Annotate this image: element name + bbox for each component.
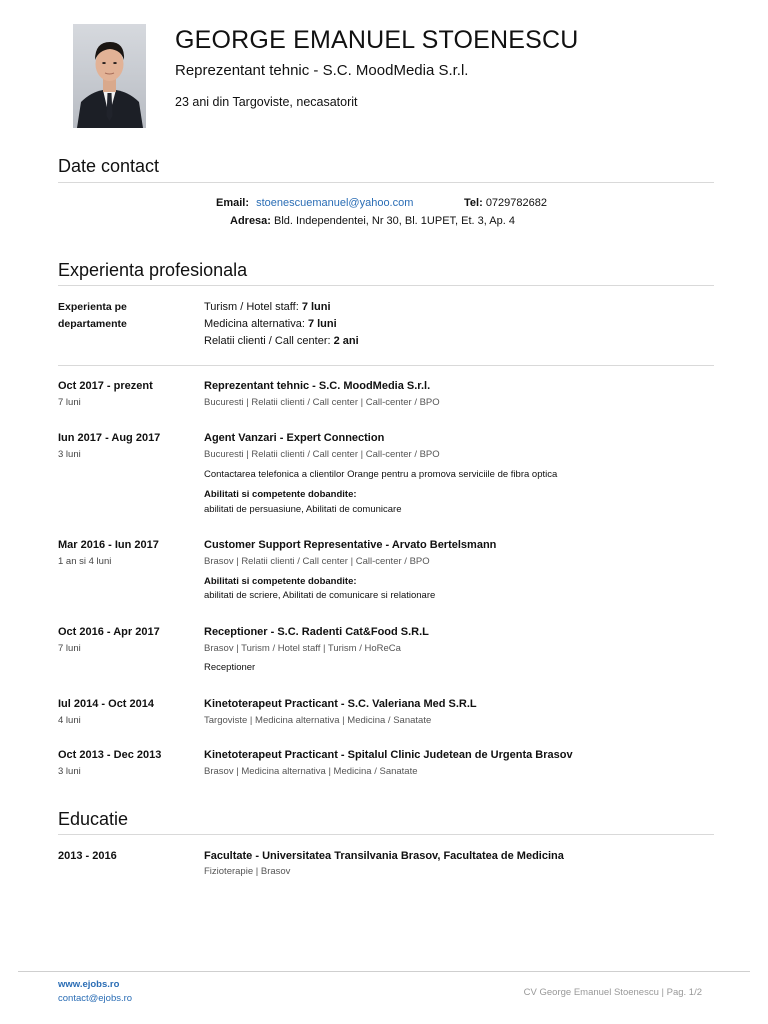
tel-label: Tel: (464, 197, 483, 209)
section-title-education: Educatie (58, 809, 129, 829)
job-period: Mar 2016 - Iun 2017 (58, 539, 159, 551)
job-tags: Bucuresti | Relatii clienti / Call center | Call-center / BPO (204, 449, 440, 460)
job-period: Oct 2013 - Dec 2013 (58, 749, 162, 761)
section-divider (58, 285, 714, 286)
skills-label: Abilitati si competente dobandite: (204, 576, 357, 587)
profile-photo (73, 24, 146, 128)
job-tags: Brasov | Relatii clienti / Call center | Call-center / BPO (204, 556, 430, 567)
section-divider (58, 834, 714, 835)
job-description: Receptioner (204, 662, 256, 673)
job-length: 3 luni (58, 449, 81, 460)
skills-text: abilitati de persuasiune, Abilitati de comunicare (204, 504, 402, 515)
job-length: 4 luni (58, 715, 81, 726)
address-value: Bld. Independentei, Nr 30, Bl. 1UPET, Et. 3, Ap. 4 (274, 215, 515, 227)
job-period: Oct 2017 - prezent (58, 380, 153, 392)
job-title: Kinetoterapeut Practicant - S.C. Valeriana Med S.R.L (204, 698, 477, 710)
current-position: Reprezentant tehnic - S.C. MoodMedia S.r.l. (175, 62, 469, 79)
section-title-experience: Experienta profesionala (58, 260, 248, 280)
section-title-contact: Date contact (58, 156, 160, 176)
dept-label-line2: departamente (58, 318, 127, 330)
job-length: 7 luni (58, 397, 81, 408)
department-item: Turism / Hotel staff: 7 luni (204, 301, 331, 313)
education-tags: Fizioterapie | Brasov (204, 866, 291, 877)
job-title: Receptioner - S.C. Radenti Cat&Food S.R.L (204, 626, 429, 638)
contact-email-row (216, 197, 413, 209)
job-period: Iul 2014 - Oct 2014 (58, 698, 154, 710)
footer-site-link[interactable]: www.ejobs.ro (58, 979, 120, 990)
job-length: 1 an si 4 luni (58, 556, 112, 567)
contact-phone-row (464, 197, 547, 209)
job-tags: Brasov | Turism / Hotel staff | Turism / HoReCa (204, 643, 401, 654)
education-title: Facultate - Universitatea Transilvania Brasov, Facultatea de Medicina (204, 850, 564, 862)
job-description: Contactarea telefonica a clientilor Orange pentru a promova serviciile de fibra optica (204, 469, 558, 480)
section-divider (58, 365, 714, 366)
job-period: Oct 2016 - Apr 2017 (58, 626, 160, 638)
skills-text: abilitati de scriere, Abilitati de comunicare si relationare (204, 590, 436, 601)
job-length: 7 luni (58, 643, 81, 654)
personal-info: 23 ani din Targoviste, necasatorit (175, 95, 358, 109)
dept-label-line1: Experienta pe (58, 301, 127, 313)
job-period: Iun 2017 - Aug 2017 (58, 432, 161, 444)
address-label: Adresa: (230, 215, 271, 227)
tel-value: 0729782682 (485, 197, 547, 209)
footer-page-info: CV George Emanuel Stoenescu | Pag. 1/2 (523, 987, 702, 998)
candidate-name: GEORGE EMANUEL STOENESCU (175, 26, 579, 54)
email-link[interactable]: stoenescuemanuel@yahoo.com (256, 197, 414, 209)
email-label: Email: (216, 197, 250, 209)
job-title: Kinetoterapeut Practicant - Spitalul Clinic Judetean de Urgenta Brasov (204, 749, 573, 761)
job-title: Reprezentant tehnic - S.C. MoodMedia S.r.l. (204, 380, 431, 392)
section-divider (58, 182, 714, 183)
education-period: 2013 - 2016 (58, 850, 117, 862)
skills-label: Abilitati si competente dobandite: (204, 489, 357, 500)
footer-email-link[interactable]: contact@ejobs.ro (58, 993, 133, 1004)
job-title: Agent Vanzari - Expert Connection (204, 432, 385, 444)
contact-address-row (230, 215, 515, 227)
job-title: Customer Support Representative - Arvato Bertelsmann (204, 539, 497, 551)
job-tags: Targoviste | Medicina alternativa | Medicina / Sanatate (204, 715, 432, 726)
job-length: 3 luni (58, 766, 81, 777)
department-item: Medicina alternativa: 7 luni (204, 318, 337, 330)
person-photo-icon (73, 24, 146, 128)
job-tags: Brasov | Medicina alternativa | Medicina / Sanatate (204, 766, 418, 777)
job-tags: Bucuresti | Relatii clienti / Call center | Call-center / BPO (204, 397, 440, 408)
footer-divider (18, 971, 750, 972)
department-item: Relatii clienti / Call center: 2 ani (204, 335, 359, 347)
